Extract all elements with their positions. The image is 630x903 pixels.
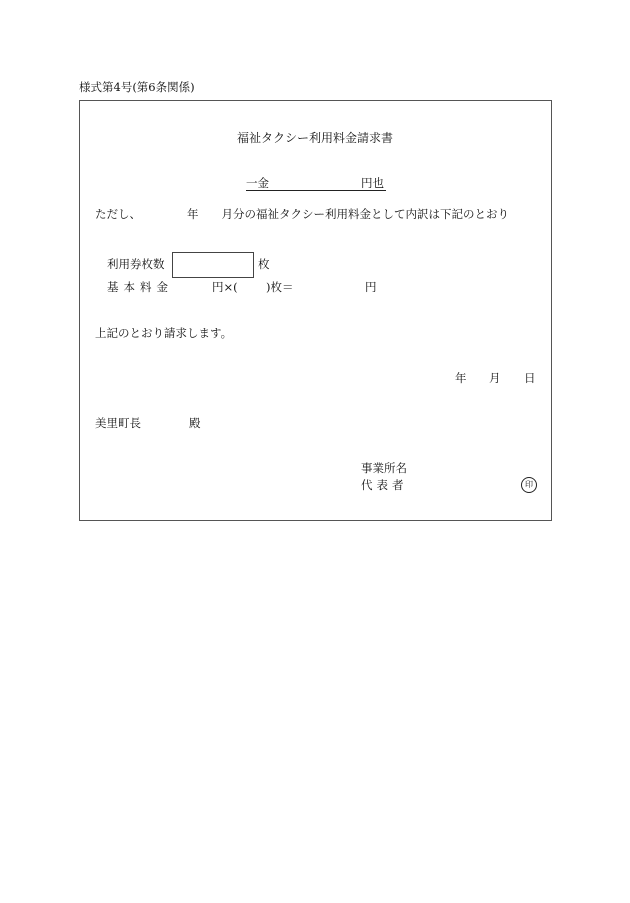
date-day: 日 bbox=[524, 371, 536, 385]
base-fee-total-unit: 円 bbox=[365, 280, 377, 294]
form-title: 福祉タクシー利用料金請求書 bbox=[236, 131, 393, 145]
details-rest: 月分の福祉タクシー利用料金として内訳は下記のとおり bbox=[221, 207, 509, 221]
closing-text: 上記のとおり請求します。 bbox=[95, 326, 233, 340]
ticket-count-unit: 枚 bbox=[258, 257, 270, 271]
base-fee-label: 基本料金 bbox=[107, 280, 173, 294]
ticket-count-label: 利用券枚数 bbox=[107, 257, 165, 271]
honorific: 殿 bbox=[189, 416, 201, 430]
date-year: 年 bbox=[455, 371, 467, 385]
form-frame bbox=[79, 100, 552, 521]
details-line bbox=[95, 209, 509, 221]
details-lead: ただし、 bbox=[95, 207, 141, 221]
amount-prefix: 一金 bbox=[246, 176, 269, 190]
amount-suffix: 円也 bbox=[361, 176, 384, 190]
details-year: 年 bbox=[187, 207, 199, 221]
form-number-label: 様式第4号(第6条関係) bbox=[79, 80, 195, 94]
ticket-count-field[interactable] bbox=[172, 252, 254, 278]
base-fee-count-equals: )枚＝ bbox=[266, 280, 294, 294]
addressee: 美里町長 bbox=[95, 416, 141, 430]
seal-icon: 印 bbox=[521, 477, 537, 493]
representative-label: 代表者 bbox=[361, 478, 408, 492]
base-fee-yen-times: 円×( bbox=[212, 280, 238, 294]
date-month: 月 bbox=[489, 371, 501, 385]
office-name-label: 事業所名 bbox=[361, 461, 407, 475]
